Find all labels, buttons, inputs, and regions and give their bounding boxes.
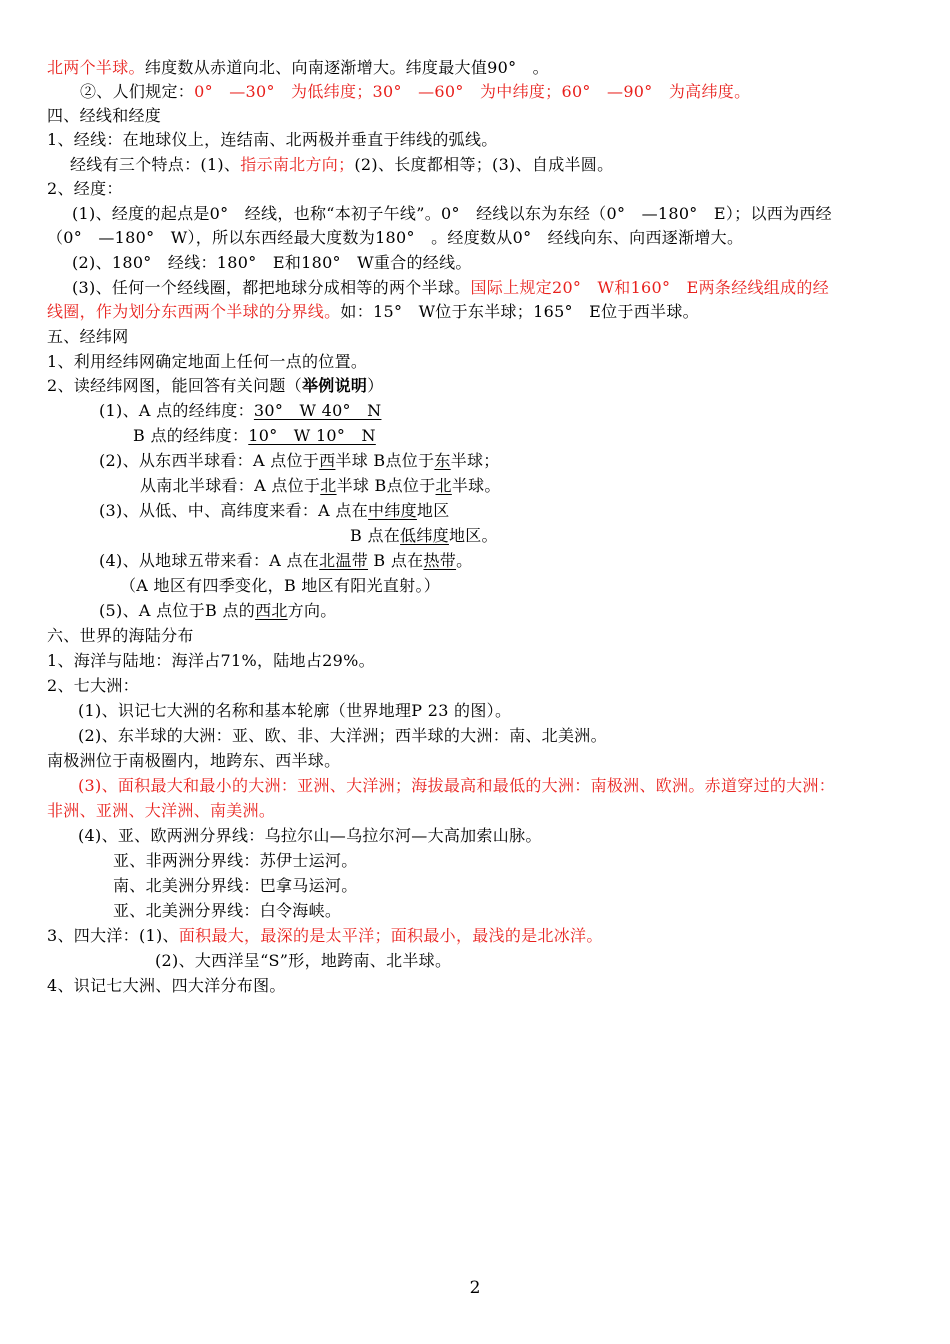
text-segment: (2)、大西洋呈“S”形，地跨南、北半球。 bbox=[155, 951, 452, 970]
text-segment: 半球 B点位于 bbox=[335, 451, 435, 470]
text-segment: （A 地区有四季变化，B 地区有阳光直射。） bbox=[120, 576, 441, 595]
text-segment: (1)、经度的起点是0° 经线，也称“本初子午线”。0° 经线以东为东经（0° —180° E）；以西为西经 bbox=[72, 204, 832, 223]
text-segment: 10° W 10° N bbox=[248, 426, 376, 445]
text-line bbox=[72, 276, 829, 300]
text-segment: (2)、180° 经线：180° E和180° W重合的经线。 bbox=[72, 253, 472, 272]
text-line bbox=[47, 56, 549, 80]
text-segment: 面积最大和最小的大洲：亚洲、大洋洲；海拔最高和最低的大洲：南极洲、欧洲。赤道穿过的大洲： bbox=[117, 776, 836, 795]
text-line bbox=[133, 424, 376, 448]
text-line bbox=[47, 177, 123, 201]
text-segment: B 点在 bbox=[350, 526, 401, 545]
text-segment: 4、识记七大洲、四大洋分布图。 bbox=[47, 976, 286, 995]
text-line bbox=[47, 974, 286, 998]
text-line bbox=[72, 251, 472, 275]
text-segment: (4)、从地球五带来看：A 点在 bbox=[99, 551, 320, 570]
text-segment: 2、七大洲： bbox=[47, 676, 139, 695]
text-line bbox=[47, 374, 384, 398]
text-line bbox=[99, 399, 381, 423]
text-segment: （0° —180° W），所以东西经最大度数为180° 。经度数从0° 经线向东、向西逐渐增大。 bbox=[47, 228, 744, 247]
text-line bbox=[47, 128, 498, 152]
text-segment: 中纬度 bbox=[368, 501, 417, 520]
text-line bbox=[140, 474, 501, 498]
text-segment: 。 bbox=[456, 551, 473, 570]
text-segment: 五、经纬网 bbox=[47, 327, 129, 346]
text-segment: 指示南北方向； bbox=[240, 155, 355, 174]
text-line bbox=[120, 574, 440, 598]
text-line bbox=[47, 104, 161, 128]
text-line bbox=[99, 449, 500, 473]
text-line bbox=[99, 599, 337, 623]
text-segment: (3)、从低、中、高纬度来看：A 点在 bbox=[99, 501, 369, 520]
text-line bbox=[155, 949, 451, 973]
page-number: 2 bbox=[469, 1278, 481, 1298]
text-segment: 纬度数从赤道向北、向南逐渐增大。纬度最大值90° 。 bbox=[144, 58, 549, 77]
text-line bbox=[47, 226, 743, 250]
text-segment: 非洲、亚洲、大洋洲、南美洲。 bbox=[47, 801, 276, 820]
text-line bbox=[80, 80, 750, 104]
text-segment: 30° W 40° N bbox=[253, 401, 382, 420]
text-segment: 半球； bbox=[450, 451, 500, 470]
text-segment: 北 bbox=[320, 476, 337, 495]
text-line bbox=[72, 202, 832, 226]
text-line bbox=[78, 774, 835, 798]
text-segment: 如：15° W位于东半球；165° E位于西半球。 bbox=[340, 302, 699, 321]
text-line bbox=[47, 624, 194, 648]
text-segment: ②、人们规定： bbox=[80, 82, 195, 101]
text-segment: 方向。 bbox=[287, 601, 337, 620]
text-line bbox=[113, 874, 358, 898]
text-segment: (5)、A 点位于B 点的 bbox=[99, 601, 256, 620]
text-segment: 0° —30° 为低纬度；30° —60° 为中纬度；60° —90° 为高纬度。 bbox=[194, 82, 751, 101]
text-segment: 2、经度： bbox=[47, 179, 123, 198]
text-segment: 半球 B点位于 bbox=[336, 476, 436, 495]
text-line bbox=[47, 924, 603, 948]
text-line bbox=[78, 724, 607, 748]
text-segment: ） bbox=[367, 376, 384, 395]
text-segment: 国际上规定20° W和160° E两条经线组成的经 bbox=[470, 278, 829, 297]
text-line bbox=[47, 325, 129, 349]
text-segment: 线圈，作为划分东西两个半球的分界线。 bbox=[47, 302, 341, 321]
text-segment: 经线有三个特点：(1)、 bbox=[70, 155, 241, 174]
text-segment: 2、读经纬网图，能回答有关问题（ bbox=[47, 376, 302, 395]
text-line bbox=[47, 350, 367, 374]
text-segment: 六、世界的海陆分布 bbox=[47, 626, 194, 645]
text-segment: 西 bbox=[319, 451, 336, 470]
text-segment: 亚、北美洲分界线：白令海峡。 bbox=[113, 901, 342, 920]
text-segment: 地区 bbox=[416, 501, 450, 520]
text-segment: 北两个半球。 bbox=[47, 58, 145, 77]
text-segment: 地区。 bbox=[448, 526, 498, 545]
text-segment: 举例说明 bbox=[301, 376, 368, 395]
text-segment: 亚、非两洲分界线：苏伊士运河。 bbox=[113, 851, 358, 870]
text-segment: (2)、从东西半球看：A 点位于 bbox=[99, 451, 320, 470]
text-line bbox=[113, 849, 358, 873]
text-segment: 1、海洋与陆地：海洋占71%，陆地占29%。 bbox=[47, 651, 375, 670]
text-line bbox=[78, 824, 542, 848]
text-line bbox=[113, 899, 341, 923]
text-segment: 东 bbox=[434, 451, 451, 470]
text-line bbox=[70, 153, 613, 177]
text-segment: 北 bbox=[435, 476, 452, 495]
text-segment: B 点的经纬度： bbox=[133, 426, 249, 445]
text-segment: (1)、A 点的经纬度： bbox=[99, 401, 254, 420]
text-segment: 面积最大，最深的是太平洋；面积最小，最浅的是北冰洋。 bbox=[178, 926, 603, 945]
text-segment: 低纬度 bbox=[400, 526, 449, 545]
text-segment: (4)、亚、欧两洲分界线：乌拉尔山—乌拉尔河—大高加索山脉。 bbox=[78, 826, 542, 845]
text-line bbox=[78, 699, 511, 723]
text-line bbox=[350, 524, 498, 548]
text-segment: 3、四大洋：(1)、 bbox=[47, 926, 179, 945]
text-line bbox=[47, 799, 275, 823]
text-segment: (2)、长度都相等；(3)、自成半圆。 bbox=[354, 155, 614, 174]
text-segment: 1、利用经纬网确定地面上任何一点的位置。 bbox=[47, 352, 368, 371]
text-segment: (3)、任何一个经线圈，都把地球分成相等的两个半球。 bbox=[72, 278, 471, 297]
text-segment: (3)、 bbox=[78, 776, 118, 795]
text-line bbox=[47, 749, 340, 773]
text-line bbox=[99, 499, 450, 523]
text-segment: 从南北半球看：A 点位于 bbox=[140, 476, 321, 495]
text-segment: B 点在 bbox=[368, 551, 424, 570]
text-segment: 1、经线：在地球仪上，连结南、北两极并垂直于纬线的弧线。 bbox=[47, 130, 498, 149]
text-segment: (2)、东半球的大洲：亚、欧、非、大洋洲；西半球的大洲：南、北美洲。 bbox=[78, 726, 607, 745]
text-line bbox=[47, 674, 139, 698]
text-segment: 热带 bbox=[423, 551, 457, 570]
text-segment: 北温带 bbox=[319, 551, 369, 570]
text-line bbox=[99, 549, 472, 573]
text-segment: 半球。 bbox=[451, 476, 501, 495]
text-segment: (1)、识记七大洲的名称和基本轮廓（世界地理P 23 的图）。 bbox=[78, 701, 512, 720]
text-segment: 四、经线和经度 bbox=[47, 106, 162, 125]
text-segment: 南、北美洲分界线：巴拿马运河。 bbox=[113, 876, 358, 895]
text-segment: 南极洲位于南极圈内，地跨东、西半球。 bbox=[47, 751, 341, 770]
text-line bbox=[47, 300, 699, 324]
text-line bbox=[47, 649, 375, 673]
text-segment: 西北 bbox=[255, 601, 288, 620]
